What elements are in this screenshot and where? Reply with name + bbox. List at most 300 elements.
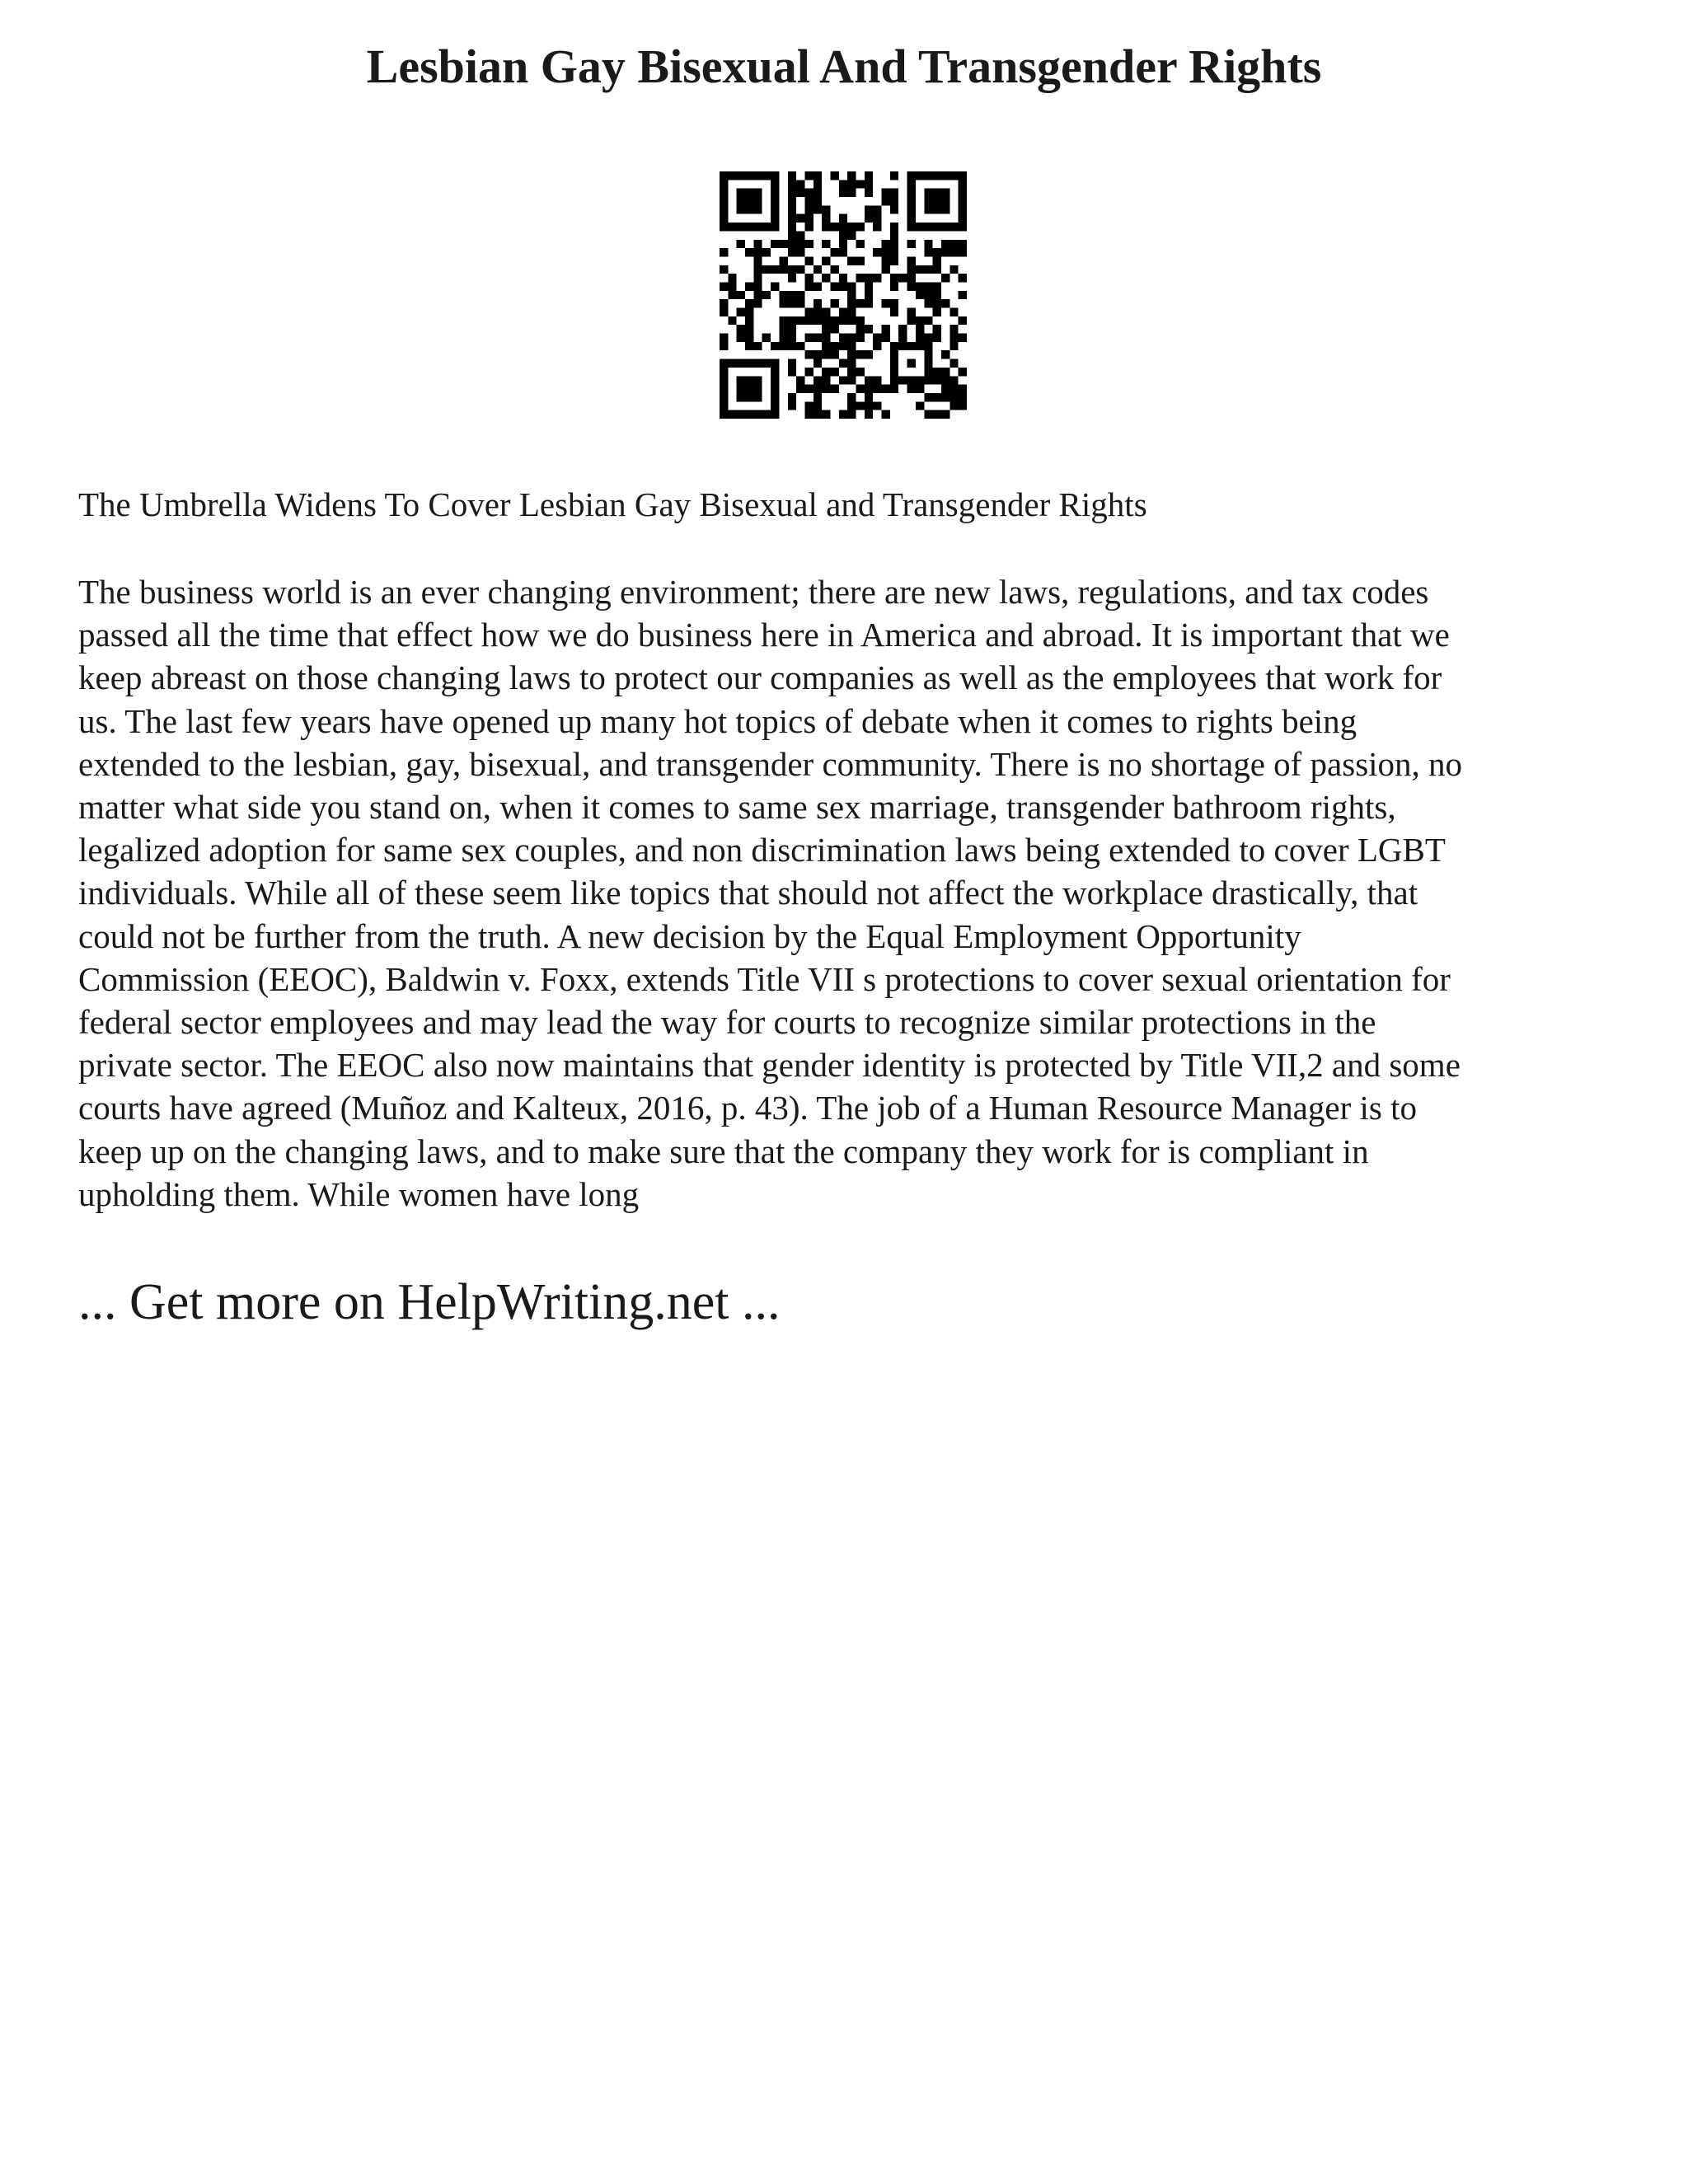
get-more-link[interactable]: ... Get more on HelpWriting.net ... [78, 1274, 781, 1330]
qr-module [814, 205, 822, 213]
qr-module [804, 350, 813, 359]
qr-module [771, 368, 779, 376]
qr-module [890, 274, 898, 282]
qr-module [950, 171, 958, 180]
qr-module [890, 248, 898, 256]
qr-module [924, 368, 932, 376]
qr-module [907, 359, 916, 368]
qr-module [788, 359, 796, 368]
qr-module [771, 342, 779, 350]
qr-module [933, 189, 941, 197]
qr-module [720, 171, 728, 180]
qr-module [882, 256, 890, 265]
qr-module [745, 171, 753, 180]
qr-module [788, 316, 796, 325]
qr-module [882, 265, 890, 274]
qr-module [856, 325, 865, 333]
qr-module [907, 385, 916, 393]
qr-module [856, 334, 865, 342]
qr-module [950, 342, 958, 350]
qr-module [933, 197, 941, 205]
qr-module [804, 256, 813, 265]
qr-module [814, 385, 822, 393]
qr-module [822, 350, 830, 359]
qr-module [788, 299, 796, 307]
qr-module [804, 274, 813, 282]
qr-module [907, 240, 916, 248]
qr-module [847, 359, 856, 368]
qr-module [771, 282, 779, 290]
body-line: courts have agreed (Muñoz and Kalteux, 2016, p. 43). The job of a Human Resource Manager is to [78, 1089, 1417, 1127]
qr-module [745, 342, 753, 350]
qr-module [753, 299, 762, 307]
qr-module [924, 240, 932, 248]
qr-module [839, 240, 847, 248]
qr-module [804, 410, 813, 419]
qr-module [753, 248, 762, 256]
qr-module [882, 299, 890, 307]
qr-module [720, 393, 728, 401]
qr-module [959, 248, 967, 256]
qr-module [847, 256, 856, 265]
qr-module [771, 205, 779, 213]
qr-module [788, 274, 796, 282]
qr-module [762, 410, 771, 419]
qr-module [924, 316, 932, 325]
qr-module [788, 240, 796, 248]
qr-module [890, 376, 898, 384]
qr-module [771, 265, 779, 274]
qr-module [847, 393, 856, 401]
qr-module [907, 256, 916, 265]
qr-module [728, 274, 736, 282]
body-line: us. The last few years have opened up many hot topics of debate when it comes to rights being [78, 701, 1357, 740]
qr-module [933, 265, 941, 274]
qr-module [959, 401, 967, 410]
qr-module [804, 189, 813, 197]
qr-module [737, 223, 745, 231]
qr-module [865, 214, 873, 223]
qr-module [814, 282, 822, 290]
qr-module [941, 197, 950, 205]
qr-module [941, 410, 950, 419]
qr-module [788, 223, 796, 231]
qr-module [745, 325, 753, 333]
qr-module [847, 350, 856, 359]
qr-module [882, 197, 890, 205]
qr-module [873, 214, 881, 223]
qr-module [728, 410, 736, 419]
qr-module [933, 223, 941, 231]
qr-module [753, 291, 762, 299]
qr-module [737, 171, 745, 180]
qr-module [856, 350, 865, 359]
qr-module [933, 256, 941, 265]
qr-module [916, 171, 924, 180]
body-line: The business world is an ever changing environment; there are new laws, regulations, and tax codes [78, 573, 1429, 611]
qr-module [941, 350, 950, 359]
qr-module [728, 282, 736, 290]
qr-module [847, 231, 856, 239]
qr-module [950, 325, 958, 333]
qr-module [737, 393, 745, 401]
qr-module [856, 316, 865, 325]
qr-module [882, 189, 890, 197]
qr-module [865, 376, 873, 384]
qr-module [814, 189, 822, 197]
qr-module [804, 171, 813, 180]
qr-module [839, 376, 847, 384]
qr-module [924, 334, 932, 342]
body-line: private sector. The EEOC also now maintains that gender identity is protected by Title VII,2 and some [78, 1046, 1461, 1085]
qr-module [830, 385, 838, 393]
qr-module [890, 205, 898, 213]
qr-module [753, 410, 762, 419]
qr-module [804, 316, 813, 325]
qr-module [924, 393, 932, 401]
qr-module [830, 223, 838, 231]
qr-module [873, 342, 881, 350]
qr-module [830, 171, 838, 180]
qr-module [933, 376, 941, 384]
qr-module [796, 248, 804, 256]
qr-module [839, 308, 847, 316]
qr-module [924, 376, 932, 384]
qr-module [924, 350, 932, 359]
qr-module [814, 180, 822, 188]
qr-module [720, 282, 728, 290]
qr-module [916, 282, 924, 290]
qr-module [959, 385, 967, 393]
qr-module [788, 248, 796, 256]
qr-module [737, 240, 745, 248]
qr-module [745, 248, 753, 256]
qr-module [959, 197, 967, 205]
qr-module [822, 223, 830, 231]
qr-module [804, 334, 813, 342]
qr-module [830, 316, 838, 325]
qr-module [959, 205, 967, 213]
qr-module [788, 205, 796, 213]
qr-module [959, 240, 967, 248]
qr-module [950, 308, 958, 316]
qr-module [950, 240, 958, 248]
qr-module [847, 180, 856, 188]
qr-module [941, 240, 950, 248]
qr-module [720, 197, 728, 205]
body-line: upholding them. While women have long [78, 1174, 640, 1213]
qr-module [720, 385, 728, 393]
qr-module [856, 368, 865, 376]
qr-module [753, 342, 762, 350]
qr-module [796, 189, 804, 197]
qr-module [907, 171, 916, 180]
qr-module [959, 334, 967, 342]
qr-module [924, 342, 932, 350]
qr-module [890, 299, 898, 307]
qr-module [839, 231, 847, 239]
qr-module [933, 393, 941, 401]
qr-module [762, 359, 771, 368]
qr-module [916, 265, 924, 274]
qr-module [771, 359, 779, 368]
document-title: Lesbian Gay Bisexual And Transgender Rights [366, 40, 1322, 93]
qr-module [865, 274, 873, 282]
qr-module [933, 291, 941, 299]
qr-module [745, 359, 753, 368]
qr-module [933, 248, 941, 256]
qr-module [839, 316, 847, 325]
qr-module [916, 385, 924, 393]
qr-module [898, 274, 907, 282]
qr-module [856, 223, 865, 231]
document-subtitle: The Umbrella Widens To Cover Lesbian Gay Bisexual and Transgender Rights [78, 485, 1147, 523]
qr-module [771, 223, 779, 231]
qr-module [839, 214, 847, 223]
qr-module [753, 171, 762, 180]
qr-module [873, 223, 881, 231]
qr-module [753, 189, 762, 197]
qr-module [779, 256, 787, 265]
qr-module [941, 248, 950, 256]
qr-module [959, 393, 967, 401]
qr-module [873, 385, 881, 393]
qr-module [737, 205, 745, 213]
qr-module [771, 180, 779, 188]
qr-module [728, 291, 736, 299]
qr-module [830, 248, 838, 256]
qr-module [822, 214, 830, 223]
qr-module [924, 265, 932, 274]
qr-module [959, 291, 967, 299]
qr-module [720, 248, 728, 256]
qr-module [890, 342, 898, 350]
body-line: federal sector employees and may lead the way for courts to recognize similar protections in the [78, 1003, 1376, 1042]
qr-module [788, 197, 796, 205]
qr-module [839, 342, 847, 350]
qr-module [796, 214, 804, 223]
qr-module [771, 197, 779, 205]
qr-module [822, 256, 830, 265]
qr-module [916, 325, 924, 333]
qr-module [753, 256, 762, 265]
qr-module [745, 376, 753, 384]
qr-module [788, 334, 796, 342]
qr-module [839, 334, 847, 342]
qr-module [745, 282, 753, 290]
qr-module [804, 368, 813, 376]
qr-module [924, 189, 932, 197]
qr-module [924, 171, 932, 180]
qr-module [890, 308, 898, 316]
qr-module [745, 189, 753, 197]
qr-module [720, 308, 728, 316]
qr-module [950, 334, 958, 342]
qr-module [916, 334, 924, 342]
qr-module [907, 205, 916, 213]
qr-module [890, 385, 898, 393]
qr-module [839, 410, 847, 419]
body-line: keep abreast on those changing laws to protect our companies as well as the employees that work for [78, 658, 1442, 697]
qr-module [796, 299, 804, 307]
qr-module [847, 342, 856, 350]
qr-module [907, 376, 916, 384]
qr-module [856, 256, 865, 265]
qr-module [788, 368, 796, 376]
qr-module [814, 410, 822, 419]
qr-module [753, 274, 762, 282]
qr-module [822, 274, 830, 282]
qr-module [745, 410, 753, 419]
qr-module [865, 401, 873, 410]
body-line: legalized adoption for same sex couples, and non discrimination laws being extended to cover LGBT [78, 831, 1446, 869]
qr-module [753, 223, 762, 231]
qr-module [856, 401, 865, 410]
qr-module [950, 385, 958, 393]
qr-module [822, 385, 830, 393]
qr-module [873, 205, 881, 213]
qr-module [933, 282, 941, 290]
qr-module [839, 180, 847, 188]
qr-module [822, 308, 830, 316]
qr-module [822, 325, 830, 333]
qr-module [771, 214, 779, 223]
qr-module [941, 299, 950, 307]
qr-module [873, 376, 881, 384]
qr-module [873, 334, 881, 342]
body-line: matter what side you stand on, when it comes to same sex marriage, transgender bathroom rights, [78, 788, 1396, 827]
qr-module [933, 334, 941, 342]
qr-module [933, 368, 941, 376]
qr-module [822, 376, 830, 384]
qr-module [822, 205, 830, 213]
qr-module [720, 410, 728, 419]
qr-module [959, 368, 967, 376]
qr-module [890, 256, 898, 265]
qr-module [890, 197, 898, 205]
qr-module [720, 401, 728, 410]
qr-module [788, 265, 796, 274]
qr-module [907, 180, 916, 188]
qr-module [822, 316, 830, 325]
qr-module [814, 334, 822, 342]
qr-module [762, 334, 771, 342]
qr-module [847, 376, 856, 384]
qr-module [753, 359, 762, 368]
qr-module [830, 342, 838, 350]
qr-module [779, 325, 787, 333]
qr-module [933, 299, 941, 307]
qr-module [830, 265, 838, 274]
qr-module [959, 189, 967, 197]
qr-module [720, 223, 728, 231]
qr-module [788, 291, 796, 299]
qr-module [771, 410, 779, 419]
qr-module [830, 282, 838, 290]
qr-module [814, 299, 822, 307]
qr-module [796, 316, 804, 325]
qr-module [890, 359, 898, 368]
qr-module [830, 368, 838, 376]
qr-module [830, 350, 838, 359]
qr-module [924, 359, 932, 368]
qr-module [822, 410, 830, 419]
qr-module [728, 223, 736, 231]
qr-module [745, 308, 753, 316]
qr-module [720, 299, 728, 307]
qr-module [720, 180, 728, 188]
qr-module [762, 265, 771, 274]
qr-module [737, 308, 745, 316]
qr-module [933, 308, 941, 316]
qr-module [950, 265, 958, 274]
qr-module [898, 334, 907, 342]
qr-module [865, 299, 873, 307]
qr-module [865, 350, 873, 359]
qr-module [814, 350, 822, 359]
qr-module [916, 316, 924, 325]
qr-module [882, 325, 890, 333]
qr-code-icon [720, 171, 967, 419]
qr-module [950, 359, 958, 368]
qr-module [788, 189, 796, 197]
qr-module [753, 265, 762, 274]
qr-module [933, 325, 941, 333]
qr-module [941, 368, 950, 376]
qr-module [890, 189, 898, 197]
qr-module [959, 274, 967, 282]
qr-module [959, 214, 967, 223]
qr-module [950, 393, 958, 401]
qr-module [856, 299, 865, 307]
qr-module [916, 376, 924, 384]
qr-module [796, 180, 804, 188]
qr-module [830, 299, 838, 307]
qr-module [898, 325, 907, 333]
qr-module [873, 274, 881, 282]
qr-module [753, 376, 762, 384]
qr-module [745, 393, 753, 401]
qr-module [779, 316, 787, 325]
qr-module [924, 410, 932, 419]
qr-module [720, 265, 728, 274]
qr-module [737, 359, 745, 368]
qr-module [788, 325, 796, 333]
qr-module [839, 248, 847, 256]
qr-module [814, 401, 822, 410]
qr-module [865, 325, 873, 333]
qr-module [882, 385, 890, 393]
qr-module [822, 240, 830, 248]
qr-module [856, 240, 865, 248]
qr-module [728, 171, 736, 180]
qr-module [933, 171, 941, 180]
qr-module [814, 359, 822, 368]
qr-module [847, 308, 856, 316]
qr-module [873, 401, 881, 410]
qr-module [890, 223, 898, 231]
qr-module [762, 171, 771, 180]
qr-module [856, 180, 865, 188]
qr-module [839, 282, 847, 290]
qr-module [737, 334, 745, 342]
qr-module [745, 223, 753, 231]
qr-module [745, 334, 753, 342]
qr-module [720, 334, 728, 342]
qr-module [856, 385, 865, 393]
qr-module [796, 376, 804, 384]
qr-module [950, 401, 958, 410]
